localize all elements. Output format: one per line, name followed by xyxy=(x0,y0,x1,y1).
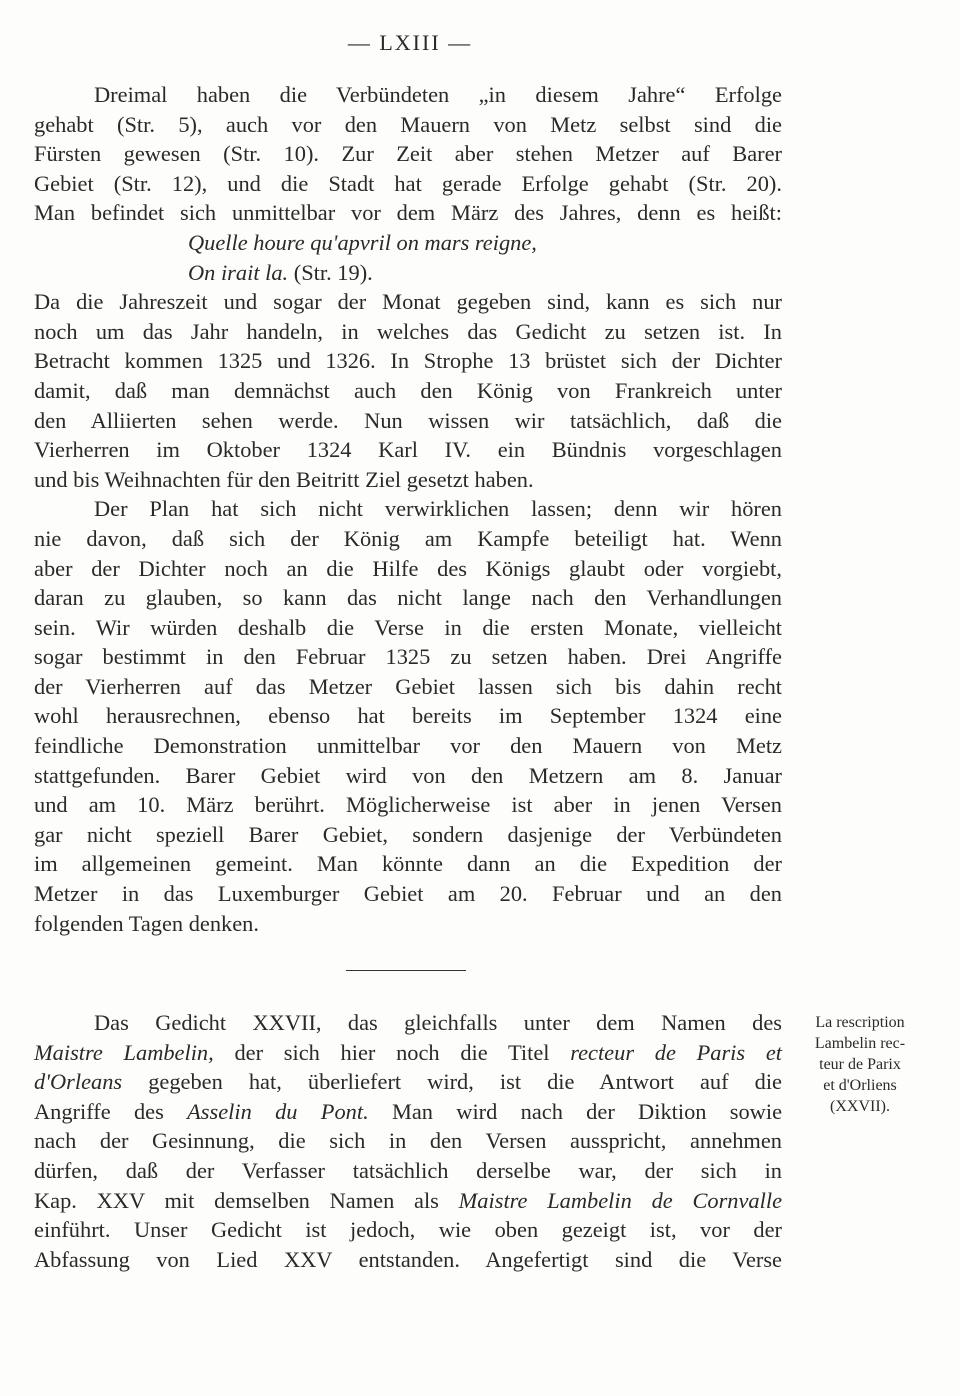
text-line: Metzer in das Luxemburger Gebiet am 20. Februar und an den xyxy=(34,881,782,907)
text-line xyxy=(34,1097,782,1127)
text-line: daran zu glauben, so kann das nicht lange nach den Verhandlungen xyxy=(34,585,782,611)
text-run: Angriffe des xyxy=(34,1098,188,1124)
text-line: nach der Gesinnung, die sich in den Versen ausspricht, annehmen xyxy=(34,1128,782,1154)
verse-text: On irait la. xyxy=(188,259,289,285)
text-line: einführt. Unser Gedicht ist jedoch, wie oben gezeigt ist, vor der xyxy=(34,1217,782,1243)
text-line: Dreimal haben die Verbündeten „in diesem Jahre“ Erfolge xyxy=(94,82,782,107)
text-line: gar nicht speziell Barer Gebiet, sondern dasjenige der Verbündeten xyxy=(34,821,782,847)
text-line: noch um das Jahr handeln, in welches das Gedicht zu setzen ist. In xyxy=(34,318,782,344)
main-text-upper xyxy=(34,80,782,938)
paragraph-4 xyxy=(34,1008,782,1274)
text-line: und bis Weihnachten für den Beitritt Ziel gesetzt haben. xyxy=(34,466,534,492)
text-line: Gebiet (Str. 12), und die Stadt hat gerade Erfolge gehabt (Str. 20). xyxy=(34,170,782,196)
section-divider xyxy=(346,970,466,971)
margin-note-line: et d'Orliens xyxy=(823,1077,897,1094)
author-name: Maistre Lambelin, xyxy=(34,1039,214,1065)
paragraph-2 xyxy=(34,287,782,494)
text-line: sogar bestimmt in den Februar 1325 zu setzen haben. Drei Angriffe xyxy=(34,644,782,670)
text-line: der Vierherren auf das Metzer Gebiet lassen sich bis dahin recht xyxy=(34,673,782,699)
text-line: und am 10. März berührt. Möglicherweise ist aber in jenen Versen xyxy=(34,792,782,818)
text-line: Vierherren im Oktober 1324 Karl IV. ein Bündnis vorgeschlagen xyxy=(34,437,782,463)
margin-note-line: teur de Parix xyxy=(819,1056,901,1073)
text-line: Da die Jahreszeit und sogar der Monat gegeben sind, kann es sich nur xyxy=(34,289,782,315)
paragraph-1 xyxy=(34,80,782,228)
text-line: Betracht kommen 1325 und 1326. In Strophe 13 brüstet sich der Dichter xyxy=(34,348,782,374)
title-text: recteur de Paris et xyxy=(570,1039,782,1065)
text-line: gehabt (Str. 5), auch vor den Mauern von Metz selbst sind die xyxy=(34,111,782,137)
text-line: sein. Wir würden deshalb die Verse in die ersten Monate, vielleicht xyxy=(34,614,782,640)
text-line: aber der Dichter noch an die Hilfe des Königs glaubt oder vorgiebt, xyxy=(34,555,782,581)
margin-note xyxy=(792,1012,928,1117)
text-line: Der Plan hat sich nicht verwirklichen lassen; denn wir hören xyxy=(94,496,782,522)
main-text-lower xyxy=(34,1008,782,1274)
text-run: der sich hier noch die Titel xyxy=(213,1039,571,1065)
verse-reference: (Str. 19). xyxy=(288,259,373,285)
text-run: Man wird nach der Diktion sowie xyxy=(368,1098,783,1124)
margin-note-line: La rescription xyxy=(815,1014,905,1031)
text-line: folgenden Tagen denken. xyxy=(34,910,259,936)
author-name: Maistre Lambelin de Cornvalle xyxy=(458,1187,783,1213)
page-number: — LXIII — xyxy=(347,30,473,55)
text-line: dürfen, daß der Verfasser tatsächlich derselbe war, der sich in xyxy=(34,1157,782,1183)
text-line xyxy=(34,1186,782,1216)
author-name: Asselin du Pont. xyxy=(187,1098,369,1124)
paragraph-3 xyxy=(34,494,782,938)
verse-text: Quelle houre qu'apvril on mars reigne, xyxy=(188,229,537,255)
verse-quote xyxy=(34,228,782,287)
text-line: Abfassung von Lied XXV entstanden. Angefertigt sind die Verse xyxy=(34,1246,782,1272)
margin-note-line: (XXVII). xyxy=(830,1098,890,1115)
text-line: feindliche Demonstration unmittelbar vor den Mauern von Metz xyxy=(34,733,782,759)
text-line: damit, daß man demnächst auch den König von Frankreich unter xyxy=(34,377,782,403)
text-line xyxy=(34,1067,782,1097)
text-run: Das Gedicht XXVII, das gleichfalls unter dem Namen des xyxy=(94,1010,782,1035)
verse-line xyxy=(34,228,782,258)
text-line: wohl herausrechnen, ebenso hat bereits im September 1324 eine xyxy=(34,703,782,729)
margin-note-line: Lambelin rec- xyxy=(814,1035,906,1052)
title-text: d'Orleans xyxy=(34,1069,123,1095)
text-line: den Alliierten sehen werde. Nun wissen wir tatsächlich, daß die xyxy=(34,407,782,433)
text-line xyxy=(34,1008,782,1038)
text-line: im allgemeinen gemeint. Man könnte dann an die Expedition der xyxy=(34,851,782,877)
verse-line xyxy=(34,258,782,288)
text-run: gegeben hat, überliefert wird, ist die Antwort auf die xyxy=(122,1069,782,1095)
text-line: Man befindet sich unmittelbar vor dem März des Jahres, denn es heißt: xyxy=(34,200,782,226)
text-line xyxy=(34,1038,782,1068)
text-line: Fürsten gewesen (Str. 10). Zur Zeit aber stehen Metzer auf Barer xyxy=(34,141,782,167)
text-run: Kap. XXV mit demselben Namen als xyxy=(34,1187,459,1213)
text-line: nie davon, daß sich der König am Kampfe beteiligt hat. Wenn xyxy=(34,525,782,551)
text-line: stattgefunden. Barer Gebiet wird von den Metzern am 8. Januar xyxy=(34,762,782,788)
